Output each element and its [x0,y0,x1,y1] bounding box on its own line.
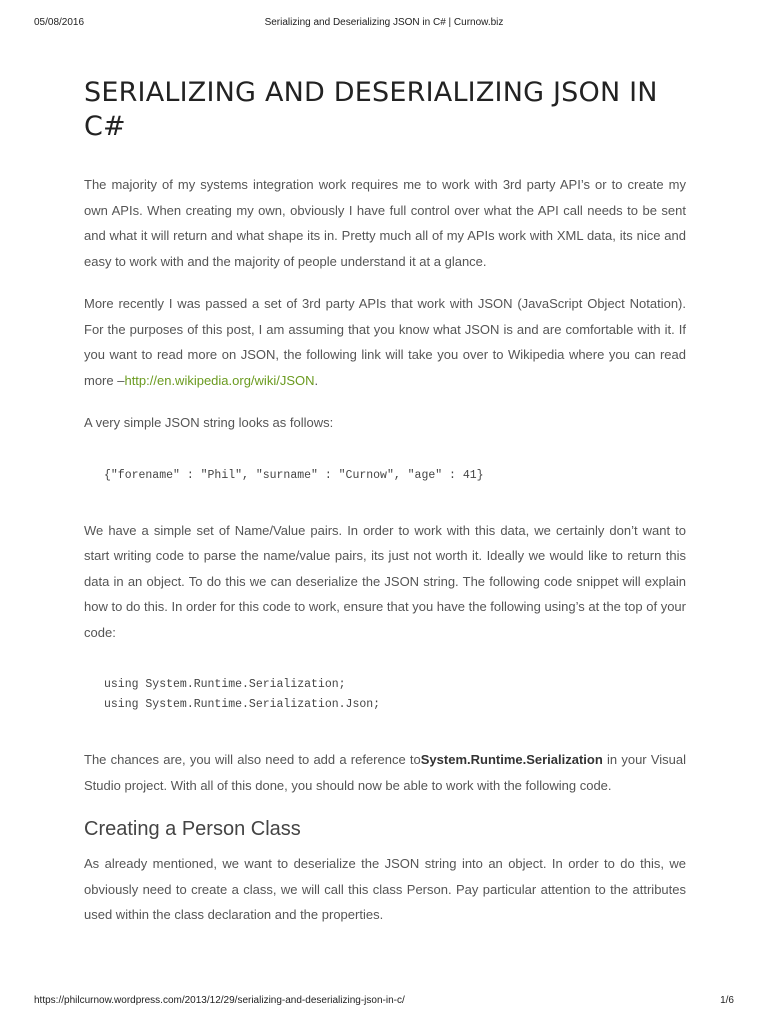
print-footer-page-number: 1/6 [720,995,734,1006]
code-json-example: {"forename" : "Phil", "surname" : "Curnow", "age" : 41} [104,468,484,482]
print-footer-url: https://philcurnow.wordpress.com/2013/12/29/serializing-and-deserializing-json-in-c/ [34,995,405,1006]
paragraph-json-intro [84,291,686,393]
paragraph-person-class: As already mentioned, we want to deserialize the JSON string into an object. In order to do this, we obviously need to create a class, we will call this class Person. Pay particular attention to the attributes used within the class declaration and the properties. [84,856,686,922]
wikipedia-json-link[interactable]: http://en.wikipedia.org/wiki/JSON [124,372,315,388]
paragraph-deserialize: We have a simple set of Name/Value pairs. In order to work with this data, we certainly don’t want to start writing code to parse the name/value pairs, its just not worth it. Ideally we would like to return this data in an object. To do this we can deserialize the JSON string. The following code snippet will explain how to do this. In order for this code to work, ensure that you have the following using’s at the top of your code: [84,522,686,640]
print-header-date: 05/08/2016 [34,17,85,28]
section-heading-person-class: Creating a Person Class [84,818,301,840]
article [84,76,686,945]
paragraph-intro: The majority of my systems integration work requires me to work with 3rd party API’s or to create my own APIs. When creating my own, obviously I have full control over what the API call needs to be sent and what it will return and what shape its in. Pretty much all of my APIs work with XML data, its nice and easy to work with and the majority of people understand it at a glance. [84,177,686,269]
print-header-title: Serializing and Deserializing JSON in C# | Curnow.biz [264,17,504,28]
paragraph-reference [84,747,686,798]
paragraph-reference-start: The chances are, you will also need to add a reference to [84,752,421,767]
paragraph-reference-end: in your Visual Studio project. With all of this done, you should now be able to work with the following code. [84,752,686,793]
paragraph-json-example-intro: A very simple JSON string looks as follows: [84,415,334,430]
paragraph-json-intro-text: More recently I was passed a set of 3rd party APIs that work with JSON (JavaScript Object Notation). For the purposes of this post, I am assuming that you know what JSON is and are comfortable with it. If you want to read more on JSON, the following link will take you over to Wikipedia where you can read more – [84,296,686,388]
reference-name: System.Runtime.Serialization [420,752,603,767]
article-title: SERIALIZING AND DESERIALIZING JSON IN C# [84,77,658,142]
paragraph-json-intro-end: . [314,372,319,388]
code-using-statements: using System.Runtime.Serialization; using System.Runtime.Serialization.Json; [104,678,381,711]
